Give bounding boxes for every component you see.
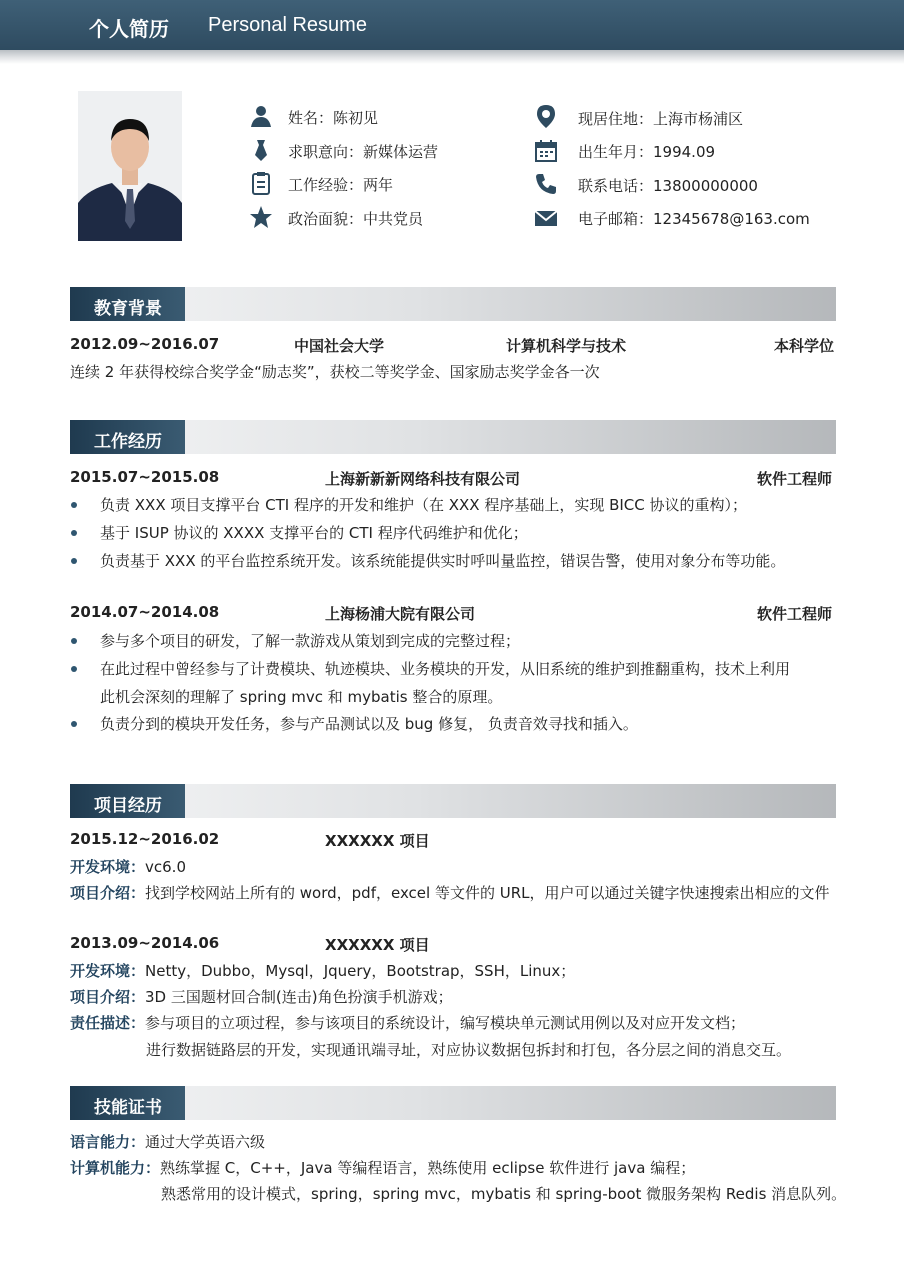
section-title: 技能证书 xyxy=(94,1098,162,1118)
project-intro: 3D 三国题材回合制(连击)角色扮演手机游戏； xyxy=(145,988,453,1006)
project-intro-label: 项目介绍： xyxy=(70,884,146,902)
project-intro-row xyxy=(70,986,453,1007)
project-env-row xyxy=(70,960,575,981)
bullet xyxy=(71,666,77,672)
skill-language-label: 语言能力： xyxy=(70,1133,146,1151)
skill-language-row xyxy=(70,1131,265,1152)
profile-email: 电子邮箱：12345678@163.com xyxy=(578,210,810,228)
project-duty-label: 责任描述： xyxy=(70,1014,146,1032)
work-item: 参与多个项目的研发，了解一款游戏从策划到完成的完整过程； xyxy=(100,632,521,650)
work-item: 在此过程中曾经参与了计费模块、轨迹模块、业务模块的开发，从旧系统的维护到推翻重构，技术上利用 xyxy=(100,660,791,678)
header-shadow xyxy=(0,50,904,64)
section-tab xyxy=(70,420,185,454)
section-projects-header xyxy=(70,784,836,818)
project-env: Netty，Dubbo，Mysql，Jquery，Bootstrap，SSH，Linux； xyxy=(145,962,576,980)
project-name: XXXXXX 项目 xyxy=(325,936,430,954)
project-duty-continuation: 进行数据链路层的开发，实现通讯端寻址，对应协议数据包拆封和打包，各分层之间的消息交互。 xyxy=(146,1041,792,1059)
bullet xyxy=(71,558,77,564)
edu-degree: 本科学位 xyxy=(774,337,835,355)
profile-politics: 政治面貌：中共党员 xyxy=(288,210,424,228)
section-tab xyxy=(70,287,185,321)
work-role: 软件工程师 xyxy=(757,605,833,623)
profile-residence: 现居住地：上海市杨浦区 xyxy=(578,110,744,128)
project-duty: 参与项目的立项过程，参与该项目的系统设计，编写模块单元测试用例以及对应开发文档； xyxy=(145,1014,746,1032)
calendar-icon xyxy=(534,139,558,163)
clipboard-icon xyxy=(249,171,273,195)
tie-icon xyxy=(249,138,273,162)
phone-icon xyxy=(534,172,558,196)
bullet xyxy=(71,502,77,508)
header-banner xyxy=(0,0,904,50)
star-icon xyxy=(249,205,273,229)
project-intro-row xyxy=(70,882,830,903)
skill-computer: 熟练掌握 C，C++，Java 等编程语言，熟练使用 eclipse 软件进行 java 编程； xyxy=(160,1159,696,1177)
project-period: 2013.09~2014.06 xyxy=(70,934,220,952)
section-education-header xyxy=(70,287,836,321)
project-period: 2015.12~2016.02 xyxy=(70,830,220,848)
section-title: 工作经历 xyxy=(94,432,162,452)
work-role: 软件工程师 xyxy=(757,470,833,488)
edu-period: 2012.09~2016.07 xyxy=(70,335,220,353)
work-item: 基于 ISUP 协议的 XXXX 支撑平台的 CTI 程序代码维护和优化； xyxy=(100,524,528,542)
person-icon xyxy=(249,104,273,128)
section-skills-header xyxy=(70,1086,836,1120)
location-pin-icon xyxy=(534,104,558,128)
title-en: Personal Resume xyxy=(208,14,367,36)
profile-birth: 出生年月：1994.09 xyxy=(578,143,716,161)
project-intro: 找到学校网站上所有的 word，pdf，excel 等文件的 URL，用户可以通过关键字快速搜索出相应的文件 xyxy=(145,884,830,902)
project-duty-row xyxy=(70,1012,745,1033)
project-env-label: 开发环境： xyxy=(70,858,146,876)
project-env: vc6.0 xyxy=(145,858,186,876)
work-item: 负责 XXX 项目支撑平台 CTI 程序的开发和维护（在 XXX 程序基础上，实现 BICC 协议的重构）； xyxy=(100,496,748,514)
skill-language: 通过大学英语六级 xyxy=(145,1133,266,1151)
edu-school: 中国社会大学 xyxy=(294,337,385,355)
profile-intent: 求职意向：新媒体运营 xyxy=(288,143,439,161)
work-item: 负责基于 XXX 的平台监控系统开发。该系统能提供实时呼叫量监控，错误告警，使用对象分布等功能。 xyxy=(100,552,786,570)
bullet xyxy=(71,721,77,727)
skill-computer-continuation: 熟悉常用的设计模式，spring，spring mvc，mybatis 和 spring-boot 微服务架构 Redis 消息队列。 xyxy=(161,1185,847,1203)
edu-desc: 连续 2 年获得校综合奖学金“励志奖”，获校二等奖学金、国家励志奖学金各一次 xyxy=(70,363,600,381)
project-name: XXXXXX 项目 xyxy=(325,832,430,850)
profile-phone: 联系电话：13800000000 xyxy=(578,177,758,195)
bullet xyxy=(71,530,77,536)
section-tab xyxy=(70,784,185,818)
project-env-row xyxy=(70,856,186,877)
work-period: 2014.07~2014.08 xyxy=(70,603,220,621)
section-tab xyxy=(70,1086,185,1120)
bullet xyxy=(71,638,77,644)
mail-icon xyxy=(534,206,558,230)
section-work-header xyxy=(70,420,836,454)
work-item: 负责分到的模块开发任务，参与产品测试以及 bug 修复， 负责音效寻找和插入。 xyxy=(100,715,638,733)
work-company: 上海新新新网络科技有限公司 xyxy=(325,470,521,488)
work-company: 上海杨浦大院有限公司 xyxy=(325,605,476,623)
section-title: 项目经历 xyxy=(94,796,162,816)
profile-experience: 工作经验：两年 xyxy=(288,176,394,194)
work-item-continuation: 此机会深刻的理解了 spring mvc 和 mybatis 整合的原理。 xyxy=(100,688,503,706)
section-title: 教育背景 xyxy=(94,299,162,319)
profile-name: 姓名：陈初见 xyxy=(288,109,379,127)
project-env-label: 开发环境： xyxy=(70,962,146,980)
work-period: 2015.07~2015.08 xyxy=(70,468,220,486)
skill-computer-label: 计算机能力： xyxy=(70,1159,161,1177)
project-intro-label: 项目介绍： xyxy=(70,988,146,1006)
skill-computer-row xyxy=(70,1157,695,1178)
profile-photo xyxy=(78,91,182,241)
title-cn: 个人简历 xyxy=(89,17,169,41)
edu-major: 计算机科学与技术 xyxy=(506,337,627,355)
